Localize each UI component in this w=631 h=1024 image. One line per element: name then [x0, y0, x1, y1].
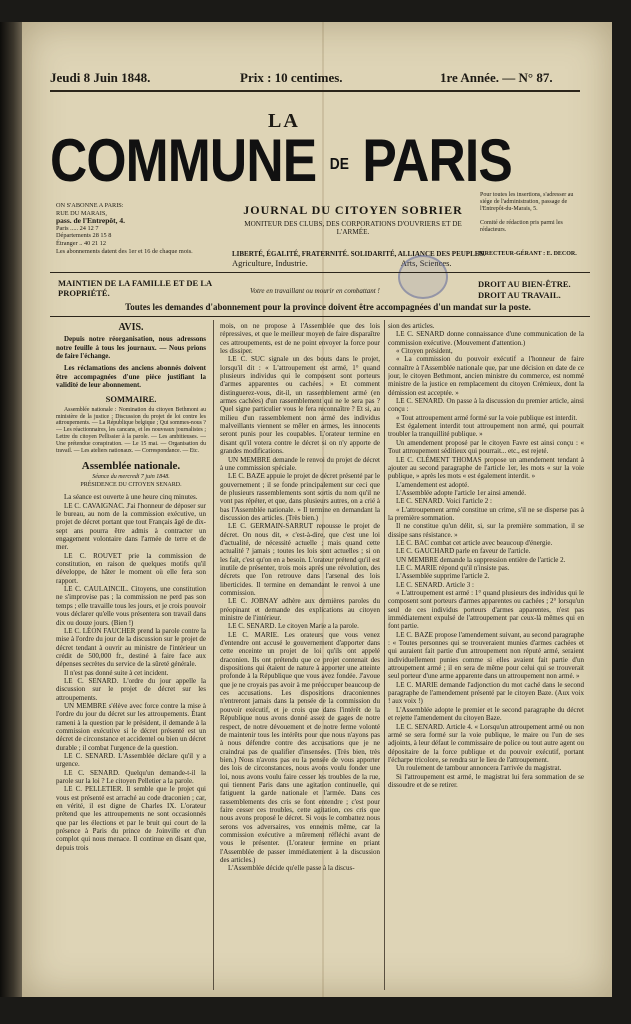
article-paragraph: LE C. SUC signale un des bouts dans le projet, lorsqu'il dit : « L'attroupement est armé, 1° quand plusieurs individus qui le composent sont porteurs d'armes apparentes ou cachées. » Et comment distinguerez-vous, dit-il, un rassemblement armé (en armes cachées) d'un rassemblement qui ne le sera pas ? Quel signe particulier vous le fera reconnaître ? Et si, au milieu d'un rassemblement non armé des individus malveillants viennent se mêler en armes, les innocents seront punis pour les coupables. L'orateur termine en disant qu'il votera contre le décret si on n'y apporte de grandes modifications.	[220, 355, 380, 456]
manager-line: DIRECTEUR-GÉRANT : E. DECOR.	[478, 251, 577, 257]
article-paragraph: « Citoyen président,	[396, 347, 453, 356]
article-paragraph: LE C. PELLETIER. Il semble que le projet qui vous est présenté est arraché au code draconien ; car, en vérité, il est digne de Charles IX. L'orateur prétend que les attroupements ne sont occasionnés que par les élections et par le bruit qui court de la présence à Paris du prince de Joinville et d'un complot qui nous menace. Il continue en disant que, depuis trois	[56, 785, 206, 852]
article-paragraph: Est également interdit tout attroupement non armé, qui pourrait troubler la tranquillité publique. »	[388, 422, 584, 439]
column-rule-1	[213, 320, 214, 990]
article-paragraph: LE C. ROUVET prie la commission de constitution, en raison de quelques motifs qu'il développe, de hâter le moment où elle fera son rapport.	[56, 551, 206, 585]
issue-price: Prix : 10 centimes.	[240, 70, 343, 85]
masthead-commune: COMMUNE	[50, 127, 317, 194]
article-paragraph: L'Assemblée décide qu'elle passe à la discus-	[228, 864, 355, 873]
assemblee-heading: Assemblée nationale.	[81, 460, 181, 473]
article-paragraph: LE C. CLÉMENT THOMAS propose un amendement tendant à ajouter au second paragraphe de l'article 1er, les mots « sur la voie publique, » après les mots « est également interdit. »	[388, 455, 584, 481]
book-spine	[0, 22, 22, 997]
banner-maintien: MAINTIEN DE LA FAMILLE ET DE LA PROPRIÉTÉ.	[58, 278, 212, 298]
article-paragraph: LE C. GAUCHARD parle en faveur de l'article.	[396, 547, 531, 556]
dateline	[50, 68, 580, 92]
subscription-info	[56, 202, 206, 255]
article-paragraph: L'Assemblée adopte le premier et le second paragraphe du décret et rejette l'amendement du citoyen Baze.	[388, 705, 584, 723]
subscription-rates3: Étranger .. 40 21 12	[56, 239, 107, 247]
article-paragraph: LE C. CAVAIGNAC. J'ai l'honneur de déposer sur le bureau, au nom de la commission exécutive, un projet de décret portant que tout Français âgé de dix-sept ans pourra être admis à contracter un engagement volontaire dans l'armée de terre et de mer.	[56, 501, 206, 552]
journal-title: JOURNAL DU CITOYEN SOBRIER	[243, 203, 463, 217]
masthead-paris: PARIS	[362, 127, 512, 194]
avis-paragraph-2: Les réclamations des anciens abonnés doivent être accompagnées d'une pièce justifiant la validité de leur abonnement.	[56, 364, 206, 390]
article-paragraph: « L'attroupement armé constitue un crime, s'il ne se disperse pas à la première sommation.	[388, 505, 584, 522]
article-paragraph: « L'attroupement est armé : 1° quand plusieurs des individus qui le composent sont porteurs d'armes apparentes ou cachées ; 2° lorsqu'un seul de ces individus porteurs d'armes apparentes, n'est pas immédiatement expulsé de l'attroupement par ceux-là mêmes qui en font partie.	[388, 589, 584, 631]
article-paragraph: L'Assemblée adopte l'article 1er ainsi amendé.	[396, 488, 527, 497]
article-paragraph: LE C. MARIE répond qu'il n'insiste pas.	[396, 563, 510, 572]
article-paragraph: LE C. SENARD. Article 4. « Lorsqu'un attroupement armé ou non armé se sera formé sur la voie publique, le maire ou l'un de ses adjoints, à leur défaut le commissaire de police ou tout autre agent ou dépositaire de la force publique et du pouvoir exécutif, portant l'écharpe tricolore, se rendra sur le lieu de l'attroupement.	[388, 722, 584, 764]
article-paragraph: LE C. JOBNAY adhère aux dernières paroles du préopinant et demande des explications au citoyen ministre de l'intérieur.	[220, 597, 380, 623]
rule-top	[50, 272, 590, 273]
article-paragraph: Il ne constitue qu'un délit, si, sur la première sommation, il se dissipe sans résistance. »	[388, 522, 584, 539]
article-paragraph: LE C. SENARD donne connaissance d'une communication de la commission exécutive. (Mouvement d'attention.)	[388, 330, 584, 347]
article-paragraph: sion des articles.	[388, 322, 435, 330]
sommaire-text: Assemblée nationale : Nomination du citoyen Bethmont au ministère de la justice ; Discussion du projet de loi contre les attroupements. — La République belgique ; Qui sommes-nous ? — Les réactionnaires, les cancans, et les nouveaux journalistes ; Lettre du citoyen Pellissier à la parole. — Les ambitieuses. — Une prétendue conspiration. — Le 15 mai. — Organisation du travail. — Les ateliers nationaux. — Correspondance. — Etc.	[56, 406, 206, 454]
insertions-text: Pour toutes les insertions, s'adresser au siége de l'administration, passage de l'Entrepôt-du-Marais, 5.	[480, 192, 574, 213]
article-paragraph: L'amendement est adopté.	[396, 480, 469, 489]
journal-subtitle	[228, 203, 478, 236]
subscription-rates: Paris ..... 24 12 7	[56, 224, 99, 232]
rule-bottom	[50, 316, 590, 317]
article-paragraph: LE C. BAZE appuie le projet de décret présenté par le gouvernement ; il se fonde principalement sur ceci que de plusieurs rassemblements sont sortis du nom qu'il ne vont pas répéter, et que, dans plusieurs autres, on a crié à bas l'Assemblée nationale. » Il termine en demandant la discussion des articles. (Très bien.)	[220, 472, 380, 522]
insertions-text2: Comité de rédaction pris parmi les rédacteurs.	[480, 219, 563, 233]
masthead-de: DE	[329, 156, 349, 174]
article-paragraph: mois, on ne propose à l'Assemblée que des lois répressives, et que le meilleur moyen de faire disparaître ces attroupements, est de ne point envoyer la force pour les dissiper.	[220, 322, 380, 356]
subscription-note: Les abonnements datent des 1er et 16 de chaque mois.	[56, 247, 193, 255]
article-paragraph: LE C. SENARD. L'Assemblée déclare qu'il y a urgence.	[56, 752, 206, 769]
article-paragraph: L'Assemblée supprime l'article 2.	[396, 572, 490, 581]
masthead-la: LA	[268, 110, 300, 132]
subscription-rates2: Départements 28 15 8	[56, 232, 112, 240]
sommaire-heading: SOMMAIRE.	[105, 394, 157, 405]
article-paragraph: LE C. SENARD. L'ordre du jour appelle la discussion sur le projet de décret sur les attroupements.	[56, 676, 206, 702]
journal-moniteur: MONITEUR DES CLUBS, DES CORPORATIONS D'OUVRIERS ET DE L'ARMÉE.	[244, 220, 462, 236]
article-paragraph: LE C. MARIE. Les orateurs que vous venez d'entendre ont accusé le gouvernement d'apporter dans cette enceinte un projet de loi qu'ils ont appelé draconien. Ils ont prétendu que ce projet contenait des dispositions qui étaient de nature à apporter une atteinte profonde à la République que vous avez fondée. J'avoue que je ne croyais pas avoir à me préoccuper beaucoup de ces accusations. Les dispositions draconiennes n'entreront jamais dans la pensée de la commission du pouvoir exécutif, et je crois que dans l'intérêt de la République nous avons donné assez de gages de notre respect, de notre dévouement et de notre ferme volonté de maintenir tous les intérêts pour que nous n'ayons pas à nous défendre contre des accusations que je ne craindrai pas de qualifier d'insensées. (Très bien, très bien.) Nous n'avons pas eu la pensée de vous apporter des lois de circonstances, nous avons voulu fonder une loi, nous avons voulu faire cesser les troubles de la rue, qui tiennent Paris dans une agitation continuelle, qui fatiguent la garde nationale et l'armée. Dans ces rassemblements des cris se font entendre ; c'est pour faire cesser ces troubles, cette agitation, ces cris que nous avons proposé le décret. Si vous le combattez nous serons vos adversaires, vos ennemis même, car la commission exécutive a mûrement réfléchi avant de vous le présenter. (L'orateur termine en priant l'Assemblée de passer immédiatement à la discussion des articles.)	[220, 630, 380, 864]
article-paragraph: Si l'attroupement est armé, le magistrat lui fera sommation de se dissoudre et de se retirer.	[388, 772, 584, 789]
issue-number: 1re Année. — N° 87.	[440, 70, 553, 85]
article-paragraph: La séance est ouverte à une heure cinq minutes.	[64, 493, 198, 502]
subscription-line2: RUE DU MARAIS,	[56, 209, 107, 217]
article-paragraph: LE C. SENARD. Quelqu'un demande-t-il la parole sur la loi ? Le citoyen Pelletier a la parole.	[56, 768, 206, 786]
seance-line: Séance du mercredi 7 juin 1848.	[92, 473, 170, 480]
article-paragraph: UN MEMBRE demande la suppression entière de l'article 2.	[396, 555, 566, 564]
article-paragraph: LE C. LÉON FAUCHER prend la parole contre la mise à l'ordre du jour de la discussion sur le projet de décret tendant à ouvrir au ministre de l'intérieur un crédit de 500,000 fr., destiné à faire face aux dépenses secrètes du service de la sûreté générale.	[56, 626, 206, 669]
article-paragraph: UN MEMBRE s'élève avec force contre la mise à l'ordre du jour du décret sur les attroupements. Étant rameni à la question par le président, il demande à la commission exécutive si le décret présenté est un décret de circonstance et accidentel ou bien un décret durable ; il combat l'urgence de la question.	[56, 701, 206, 752]
article-paragraph: LE C. GERMAIN-SARRUT repousse le projet de décret. On nous dit, « c'est-à-dire, que c'est une loi d'actualité, de nécessité actuelle ; mais quand cette actualité ? jamais ; toutes les lois sont actuelles ; si on les fait, c'est qu'on en a besoin. L'orateur prétend qu'il est inutile de présenter, trois mois après une révolution, des décrets que l'on retrouve dans l'arsenal des lois liberticides. Il termine en demandant le renvoi à une commission.	[220, 522, 380, 597]
insertions-info	[480, 192, 580, 234]
article-paragraph: LE C. BAZE propose l'amendement suivant, au second paragraphe : « Toutes personnes qui se trouveraient munies d'armes cachées et qui auraient fait partie d'un attroupement non réputé armé, seraient individuellement punies comme si elles avaient fait partie d'un attroupement armé ; il en sera de même pour celui qui se trouverait seul porteur d'une arme apparente dans un attroupement non armé. »	[388, 630, 584, 681]
motto-line1: LIBERTÉ, ÉGALITÉ, FRATERNITÉ. SOLIDARITÉ, ALLIANCE DES PEUPLES.	[232, 250, 486, 258]
article-paragraph: « Tout attroupement armé formé sur la voie publique est interdit.	[396, 413, 578, 422]
article-paragraph: LE C. MARIE demande l'adjonction du mot caché dans le second paragraphe de l'amendement présenté par le citoyen Baze. (Aux voix ! aux voix !)	[388, 680, 584, 706]
column-1	[56, 322, 206, 992]
motto-line2: Agriculture, Industrie. Arts, Sciences.	[232, 258, 452, 268]
issue-date: Jeudi 8 Juin 1848.	[50, 70, 151, 85]
column-rule-2	[384, 320, 385, 990]
article-paragraph: LE C. SENARD. Voici l'article 2 :	[396, 497, 492, 506]
article-paragraph: LE C. SENARD. Le citoyen Marie a la parole.	[228, 622, 359, 631]
masthead-title	[50, 127, 514, 194]
avis-heading: AVIS.	[118, 322, 144, 333]
article-paragraph: Il n'est pas donné suite à cet incident.	[64, 668, 169, 677]
subscription-line1: ON S'ABONNE A PARIS:	[56, 202, 124, 209]
banner-toutes: Toutes les demandes d'abonnement pour la province doivent être accompagnées d'un mandat sur la poste.	[125, 302, 531, 312]
article-paragraph: UN MEMBRE demande le renvoi du projet de décret à une commission spéciale.	[220, 455, 380, 472]
article-paragraph: « La commission du pouvoir exécutif a l'honneur de faire connaître à l'Assemblée nationale que, par une décision en date de ce jour, le citoyen Bethmont, ancien ministre du commerce, est nommé ministre de la justice en remplacement du citoyen Crémieux, dont la démission est acceptée. »	[388, 355, 584, 397]
column-2	[220, 322, 380, 992]
article-paragraph: LE C. SENARD. On passe à la discussion du premier article, ainsi conçu :	[388, 397, 584, 414]
presidence-line: PRÉSIDENCE DU CITOYEN SENARD.	[80, 482, 182, 489]
article-paragraph: Un amendement proposé par le citoyen Favre est ainsi conçu : « Tout attroupement séditieux qui pourrait... etc., est rejeté.	[388, 438, 584, 456]
column-3	[388, 322, 584, 992]
article-paragraph: LE C. SENARD. Article 3 :	[396, 580, 474, 589]
article-paragraph: Un roulement de tambour annoncera l'arrivée du magistrat.	[396, 764, 562, 773]
subscription-line3: pass. de l'Entrepôt, 4.	[56, 216, 126, 226]
banner-droit: DROIT AU BIEN-ÊTRE. DROIT AU TRAVAIL.	[478, 279, 571, 300]
article-paragraph: LE C. BAC combat cet article avec beaucoup d'énergie.	[396, 538, 553, 547]
banner-votre: Votre en travaillant ou mourir en combattant !	[250, 287, 380, 295]
avis-paragraph-1: Depuis notre réorganisation, nous adressons notre feuille à tous les journaux. — Nous prions de faire l'échange.	[56, 335, 206, 361]
library-stamp	[398, 255, 448, 299]
article-paragraph: LE C. CAULAINCIL. Citoyens, une constitution ne s'improvise pas ; la commission ne perd pas son temps ; elle travaille tous les jours, et je crois pouvoir vous déclarer qu'elle vous présentera son travail dans dix ou douze jours. (Bien !)	[56, 585, 206, 627]
